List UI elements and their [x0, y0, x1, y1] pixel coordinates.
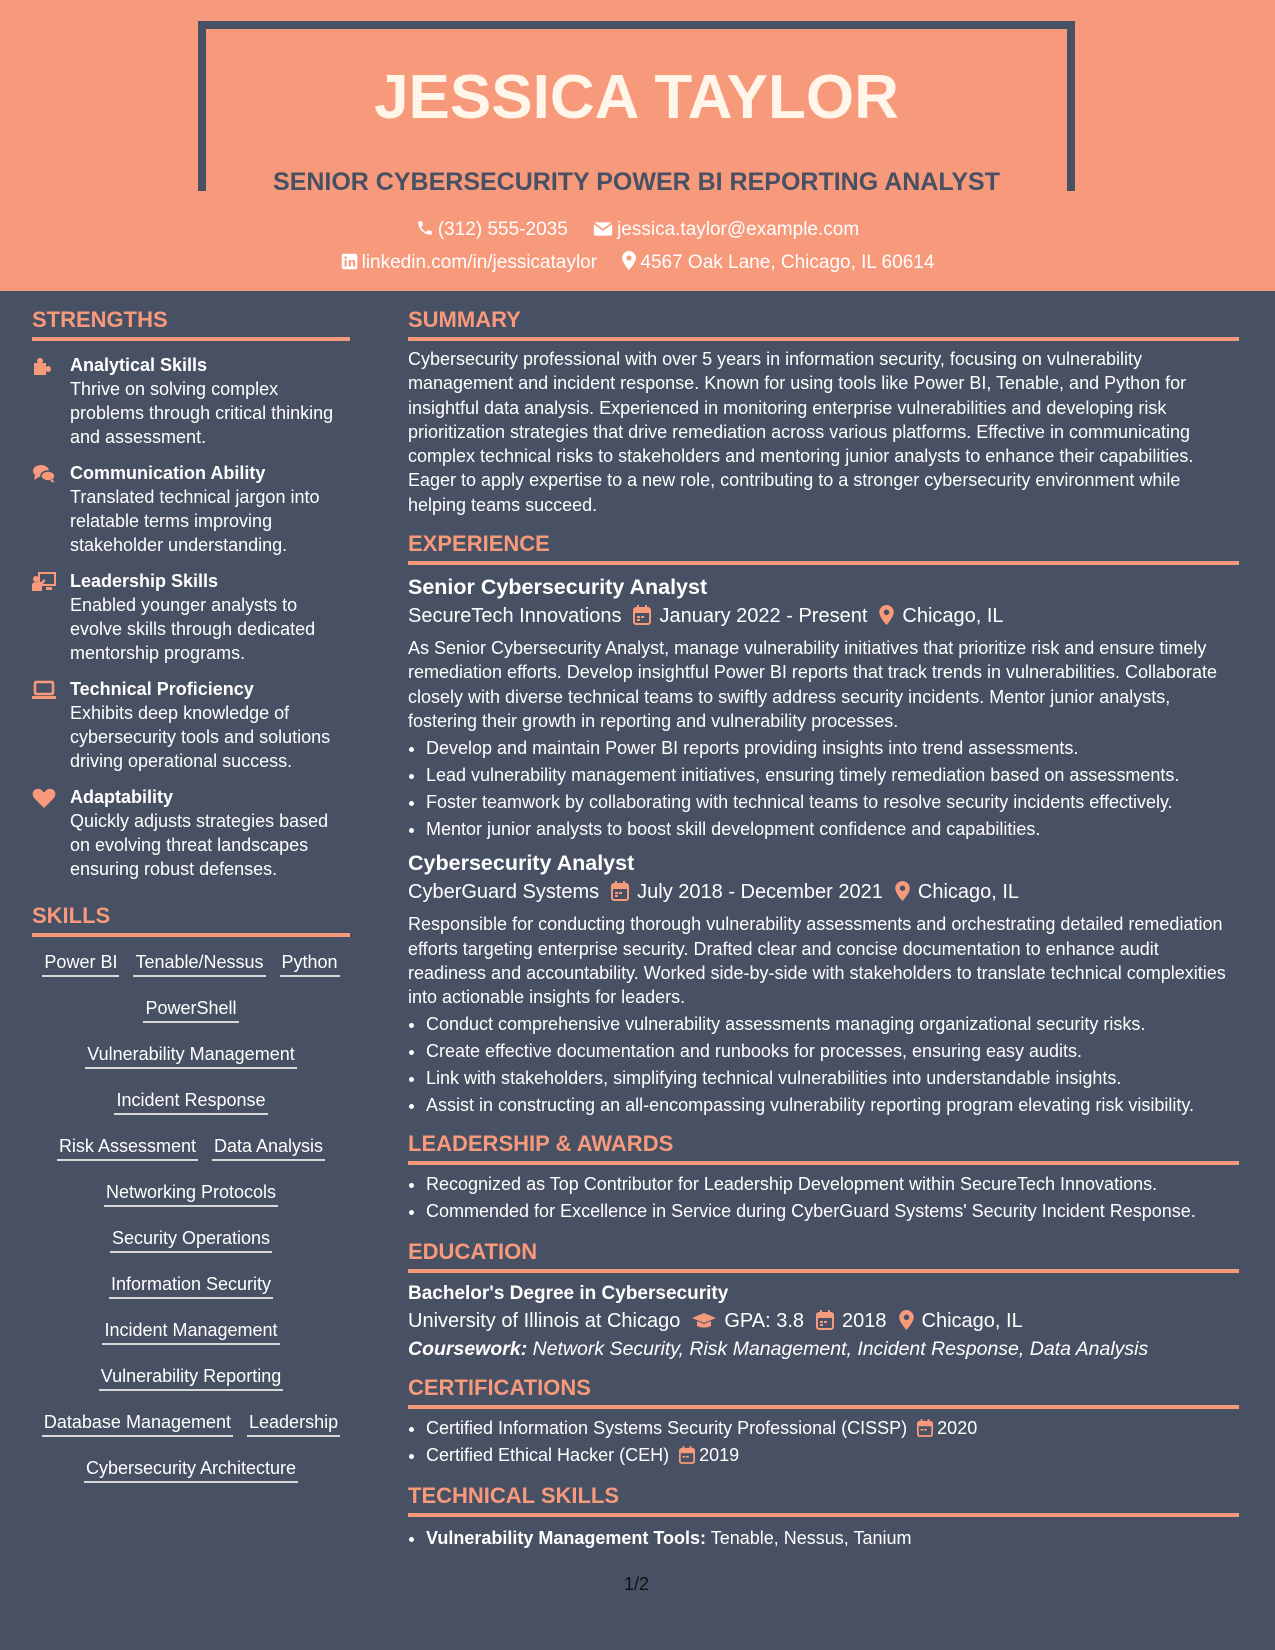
linkedin-contact[interactable] — [341, 252, 598, 274]
calendar-icon — [611, 881, 629, 901]
strength-title: Analytical Skills — [70, 355, 208, 375]
map-pin-icon — [622, 251, 636, 270]
certification-year: 2020 — [937, 1418, 978, 1439]
summary-text: Cybersecurity professional with over 5 years in information security, focusing on vulnerability management and incident response. Known for using tools like Power BI, Tenable, and Python for insightful data analysis. Experienced in monitoring enterprise vulnerabilities and developing risk prioritization strategies that drive remediation across various platforms. Effective in communicating complex technical risks to stakeholders and mentoring junior analysts to enhance their capabilities. Eager to apply expertise to a new role, contributing to a stronger cybersecurity environment while helping teams succeed. — [408, 349, 1194, 515]
job-bullet: • Lead vulnerability management initiatives, ensuring timely remediation based on assessments. — [426, 762, 1239, 789]
technical-skills-heading: TECHNICAL SKILLS — [408, 1483, 1239, 1517]
leadership-list — [408, 1171, 1239, 1225]
skill-tag: Networking Protocols — [104, 1181, 278, 1207]
strength-desc: Exhibits deep knowledge of cybersecurity tools and solutions driving operational success. — [70, 703, 331, 771]
job-meta — [408, 881, 1239, 904]
technical-skill-item — [426, 1525, 1239, 1552]
coursework-label: Coursework: — [408, 1338, 528, 1361]
skill-tag: Risk Assessment — [57, 1135, 198, 1161]
job-company: CyberGuard Systems — [408, 881, 600, 904]
email-text: jessica.taylor@example.com — [617, 219, 860, 240]
page-indicator: 1/2 — [624, 1574, 650, 1594]
experience-heading: EXPERIENCE — [408, 531, 1239, 565]
skill-tag: Incident Response — [114, 1089, 267, 1115]
education-location: Chicago, IL — [921, 1310, 1023, 1333]
laptop-icon — [32, 679, 56, 701]
skill-tag: Data Analysis — [212, 1135, 325, 1161]
job-title: Cybersecurity Analyst — [408, 851, 635, 876]
award-item: • Commended for Excellence in Service during CyberGuard Systems' Security Incident Response. — [426, 1198, 1239, 1225]
strength-title: Adaptability — [70, 787, 174, 807]
coursework — [408, 1338, 1239, 1361]
job-meta — [408, 605, 1239, 628]
map-pin-icon — [879, 605, 894, 625]
address-contact — [622, 251, 934, 274]
job-bullet: • Develop and maintain Power BI reports providing insights into trend assessments. — [426, 735, 1239, 762]
teacher-icon — [32, 571, 56, 593]
job-bullet: • Assist in constructing an all-encompassing vulnerability reporting program elevating risk visibility. — [426, 1092, 1239, 1119]
chat-icon — [32, 463, 56, 485]
contact-row-1 — [0, 219, 1275, 241]
skill-tag: Incident Management — [102, 1319, 279, 1345]
puzzle-icon — [32, 355, 56, 377]
summary-heading: SUMMARY — [408, 307, 1239, 341]
job-entry — [408, 575, 1239, 843]
skill-tag: Vulnerability Management — [85, 1043, 296, 1069]
skill-tag: Vulnerability Reporting — [99, 1365, 283, 1391]
job-bullet: • Create effective documentation and runbooks for processes, ensuring easy audits. — [426, 1038, 1239, 1065]
candidate-name: JESSICA TAYLOR — [374, 63, 899, 132]
skill-tag: Tenable/Nessus — [133, 951, 265, 977]
linkedin-text: linkedin.com/in/jessicataylor — [361, 252, 598, 273]
linkedin-icon — [341, 253, 358, 270]
gpa-text: GPA: 3.8 — [724, 1310, 805, 1333]
job-bullet: • Conduct comprehensive vulnerability assessments managing organizational security risks. — [426, 1011, 1239, 1038]
leadership-heading: LEADERSHIP & AWARDS — [408, 1131, 1239, 1165]
phone-text: (312) 555-2035 — [437, 219, 568, 240]
skill-tag: Power BI — [42, 951, 119, 977]
job-dates: July 2018 - December 2021 — [637, 881, 883, 904]
skill-tag: Database Management — [42, 1411, 233, 1437]
certification-name: Certified Ethical Hacker (CEH) — [426, 1445, 670, 1466]
skill-tag: Python — [280, 951, 340, 977]
strengths-heading: STRENGTHS — [32, 307, 350, 341]
certification-name: Certified Information Systems Security Professional (CISSP) — [426, 1418, 908, 1439]
certifications-list — [408, 1415, 1239, 1469]
strength-desc: Translated technical jargon into relatable terms improving stakeholder understanding. — [70, 487, 320, 555]
skills-list — [32, 951, 350, 1503]
education-heading: EDUCATION — [408, 1239, 1239, 1273]
strength-item — [32, 785, 350, 881]
technical-skills-list — [408, 1525, 1239, 1552]
certification-item — [426, 1415, 1239, 1442]
left-column — [32, 291, 350, 1503]
job-location: Chicago, IL — [902, 605, 1004, 628]
strength-item — [32, 569, 350, 665]
strength-desc: Quickly adjusts strategies based on evolving threat landscapes ensuring robust defenses. — [70, 811, 329, 879]
education-meta — [408, 1310, 1239, 1333]
right-column — [408, 291, 1239, 1552]
strength-item — [32, 677, 350, 773]
candidate-title: SENIOR CYBERSECURITY POWER BI REPORTING ANALYST — [273, 168, 1000, 196]
phone-icon — [416, 219, 434, 237]
address-text: 4567 Oak Lane, Chicago, IL 60614 — [640, 252, 935, 273]
strength-desc: Thrive on solving complex problems through critical thinking and assessment. — [70, 379, 334, 447]
job-bullet: • Mentor junior analysts to boost skill development confidence and capabilities. — [426, 816, 1239, 843]
strength-desc: Enabled younger analysts to evolve skills through dedicated mentorship programs. — [70, 595, 316, 663]
calendar-icon — [917, 1419, 933, 1437]
contact-row-2 — [0, 251, 1275, 274]
job-location: Chicago, IL — [917, 881, 1020, 904]
technical-skill-label: Vulnerability Management Tools: — [426, 1528, 707, 1549]
strength-title: Leadership Skills — [70, 571, 219, 591]
skill-tag: Leadership — [247, 1411, 340, 1437]
job-bullets — [408, 735, 1239, 843]
job-bullets — [408, 1011, 1239, 1119]
envelope-icon — [593, 221, 613, 237]
map-pin-icon — [899, 1310, 914, 1330]
technical-skill-value: Tenable, Nessus, Tanium — [710, 1528, 912, 1549]
skill-tag: Information Security — [109, 1273, 273, 1299]
job-company: SecureTech Innovations — [408, 605, 622, 628]
phone-contact[interactable] — [416, 219, 568, 241]
calendar-icon — [816, 1310, 834, 1330]
job-entry — [408, 851, 1239, 1119]
job-description: As Senior Cybersecurity Analyst, manage vulnerability initiatives that prioritize risk and ensure timely remediation efforts. Develop insightful Power BI reports that track trends in vulnerabilities. Collaborate closely with diverse technical teams to swiftly address security incidents. Mentor junior analysts, fostering their growth in reporting and vulnerability processes. — [408, 638, 1218, 731]
coursework-list: Network Security, Risk Management, Incident Response, Data Analysis — [532, 1338, 1149, 1361]
certifications-heading: CERTIFICATIONS — [408, 1375, 1239, 1409]
certification-year: 2019 — [699, 1445, 740, 1466]
graduation-cap-icon — [692, 1312, 716, 1330]
job-title: Senior Cybersecurity Analyst — [408, 575, 708, 600]
calendar-icon — [633, 605, 651, 625]
school-name: University of Illinois at Chicago — [408, 1310, 681, 1333]
strength-title: Communication Ability — [70, 463, 266, 483]
job-dates: January 2022 - Present — [659, 605, 868, 628]
strength-item — [32, 461, 350, 557]
email-contact[interactable] — [593, 219, 859, 241]
calendar-icon — [679, 1446, 695, 1464]
heart-icon — [32, 787, 56, 809]
award-item: • Recognized as Top Contributor for Leadership Development within SecureTech Innovations. — [426, 1171, 1239, 1198]
skill-tag: Security Operations — [110, 1227, 272, 1253]
skill-tag: PowerShell — [143, 997, 238, 1023]
certification-item — [426, 1442, 1239, 1469]
skill-tag: Cybersecurity Architecture — [84, 1457, 298, 1483]
strength-item — [32, 353, 350, 449]
skills-heading: SKILLS — [32, 903, 350, 937]
graduation-year: 2018 — [842, 1310, 887, 1333]
job-bullet: • Link with stakeholders, simplifying technical vulnerabilities into understandable insights. — [426, 1065, 1239, 1092]
job-bullet: • Foster teamwork by collaborating with technical teams to resolve security incidents effectively. — [426, 789, 1239, 816]
resume-header — [0, 0, 1275, 291]
degree-title: Bachelor's Degree in Cybersecurity — [408, 1283, 729, 1305]
job-description: Responsible for conducting thorough vulnerability assessments and orchestrating detailed remediation efforts targeting enterprise security. Drafted clear and concise documentation to enhance audit readiness and accountability. Worked side-by-side with stakeholders to translate technical complexities into actionable insights for leaders. — [408, 914, 1226, 1008]
strength-title: Technical Proficiency — [70, 679, 254, 699]
map-pin-icon — [895, 881, 910, 901]
